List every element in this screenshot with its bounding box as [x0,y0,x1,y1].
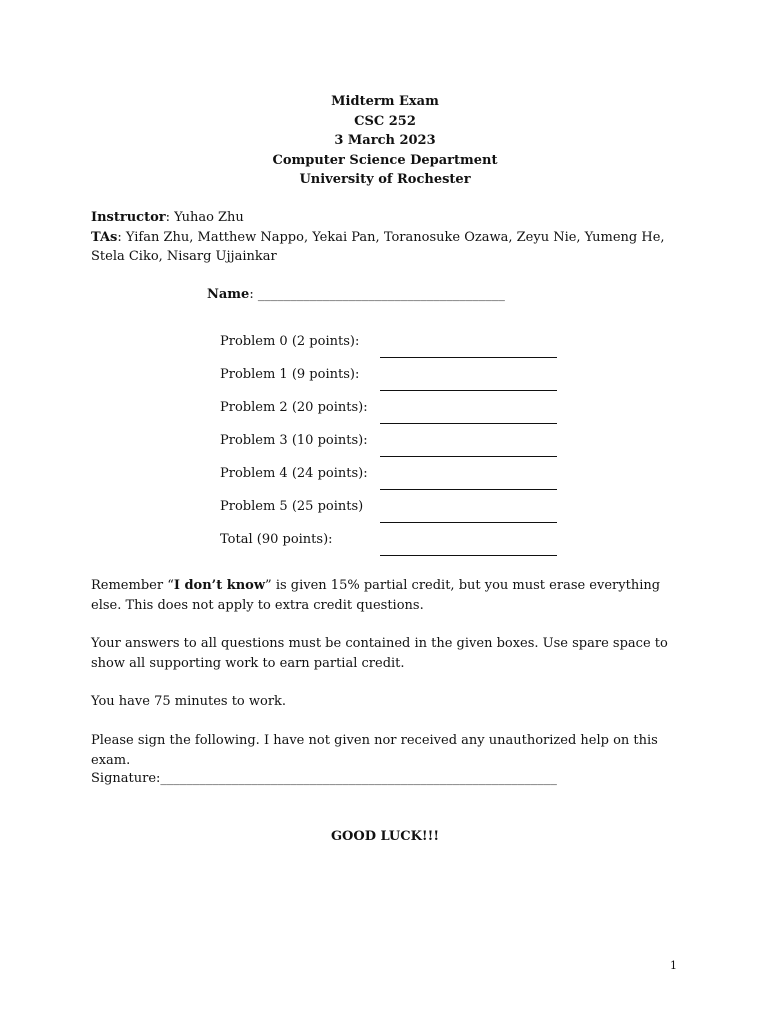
university: University of Rochester [299,172,471,187]
instructor-line [91,208,681,228]
instructor-value: : Yuhao Zhu [165,210,244,225]
instruction-honor-code: Please sign the following. I have not given nor received any unauthorized help on this exam. [91,733,658,768]
instruction-emphasis: I don’t know [173,578,266,593]
exam-header [0,92,770,190]
instruction-text: Remember “ [91,578,174,593]
name-blank[interactable]: : ______________________________________ [249,287,505,302]
score-total-label: Total (90 points): [220,532,333,547]
page-number: 1 [670,959,677,972]
score-blank[interactable] [380,456,557,457]
tas-line [91,228,681,267]
score-row-label: Problem 0 (2 points): [220,334,360,349]
name-field[interactable] [207,285,505,305]
score-blank[interactable] [380,489,557,490]
instruction-answer-boxes: Your answers to all questions must be contained in the given boxes. Use spare space to show all supporting work to earn partial credit. [91,636,668,671]
tas-value: : Yifan Zhu, Matthew Nappo, Yekai Pan, Toranosuke Ozawa, Zeyu Nie, Yumeng He, Stela Ciko, Nisarg Ujjainkar [91,229,665,264]
exam-title: Midterm Exam [331,94,439,109]
instruction-text: ” is given 15% partial credit, but you must erase everything else. This does not apply to extra credit questions. [91,578,661,613]
score-blank[interactable] [380,423,557,424]
signature-field[interactable]: Signature:_____________________________________________________________ [91,771,557,786]
good-luck-message: GOOD LUCK!!! [330,829,440,844]
score-blank[interactable] [380,522,557,523]
department: Computer Science Department [272,152,498,168]
exam-date: 3 March 2023 [334,133,436,148]
score-row-label: Problem 2 (20 points): [220,400,368,415]
name-label: Name [207,287,250,302]
score-row-label: Problem 5 (25 points) [220,499,364,514]
instruction-partial-credit [91,576,681,615]
tas-label: TAs [91,229,118,245]
course-code: CSC 252 [354,113,416,129]
score-total-blank[interactable] [380,555,557,556]
score-blank[interactable] [380,357,557,358]
instructor-label: Instructor [91,210,166,225]
score-row-label: Problem 3 (10 points): [220,433,368,448]
score-row-label: Problem 1 (9 points): [220,367,360,382]
course-staff [91,208,681,267]
instruction-time-limit: You have 75 minutes to work. [91,694,287,709]
score-row-label: Problem 4 (24 points): [220,466,368,481]
score-blank[interactable] [380,390,557,391]
